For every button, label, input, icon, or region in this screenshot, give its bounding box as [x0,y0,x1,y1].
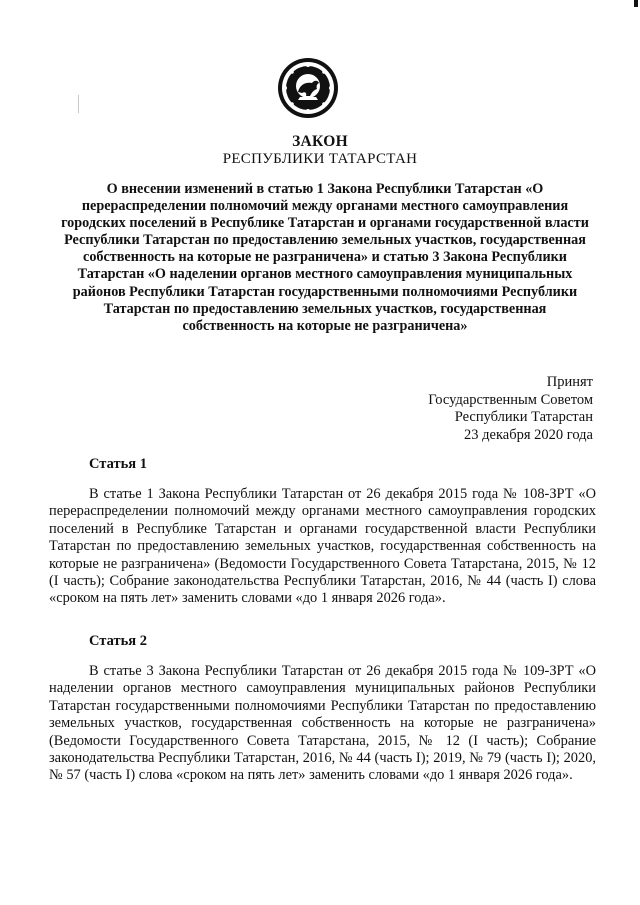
article-2-text: В статье 3 Закона Республики Татарстан от 26 декабря 2015 года № 109-ЗРТ «О наделении органов местного самоуправления муниципальных районов Республики Татарстан государственными полномочиями Республики Татарстан по предоставлению земельных участков, государственная собственность на которые не разграничена» (Ведомости Государственного Совета Татарстана, 2015, № 12 (I часть); Собрание законодательства Республики Татарстан, 2016, № 44 (часть I); 2019, № 79 (часть I); 2020, № 57 (часть I) слова «сроком на пять лет» заменить словами «до 1 января 2026 года». [49,663,596,784]
adopted-body: Государственным Советом [428,391,593,408]
scan-artifact [78,95,79,113]
law-title: ЗАКОН [292,133,348,150]
law-subtitle: РЕСПУБЛИКИ ТАТАРСТАН [222,151,418,167]
article-1-heading: Статья 1 [89,456,147,472]
law-subject: О внесении изменений в статью 1 Закона Республики Татарстан «О перераспределении полномочий между органами местного самоуправления городских поселений в Республике Татарстан и органами государственной власти Республики Татарстан по предоставлению земельных участков, государственная собственность на которые не разграничена» и статью 3 Закона Республики Татарстан «О наделении органов местного самоуправления муниципальных районов Республики Татарстан государственными полномочиями Республики Татарстан по предоставлению земельных участков, государственная собственность на которые не разграничена» [61,181,589,334]
adopted-label: Принят [546,374,593,390]
article-1-text: В статье 1 Закона Республики Татарстан от 26 декабря 2015 года № 108-ЗРТ «О перераспределении полномочий между органами местного самоуправления городских поселений в Республике Татарстан и органами государственной власти Республики Татарстан по предоставлению земельных участков, государственная собственность на которые не разграничена» (Ведомости Государственного Совета Татарстана, 2015, № 12 (I часть); Собрание законодательства Республики Татарстан, 2016, № 44 (часть I) слова «сроком на пять лет» заменить словами «до 1 января 2026 года». [49,486,596,607]
tatarstan-coat-of-arms-icon [276,56,340,120]
scan-mark [634,0,638,7]
adopted-republic: Республики Татарстан [454,409,593,426]
adopted-date: 23 декабря 2020 года [464,427,593,444]
article-2-heading: Статья 2 [89,633,147,649]
adoption-block [428,374,593,445]
